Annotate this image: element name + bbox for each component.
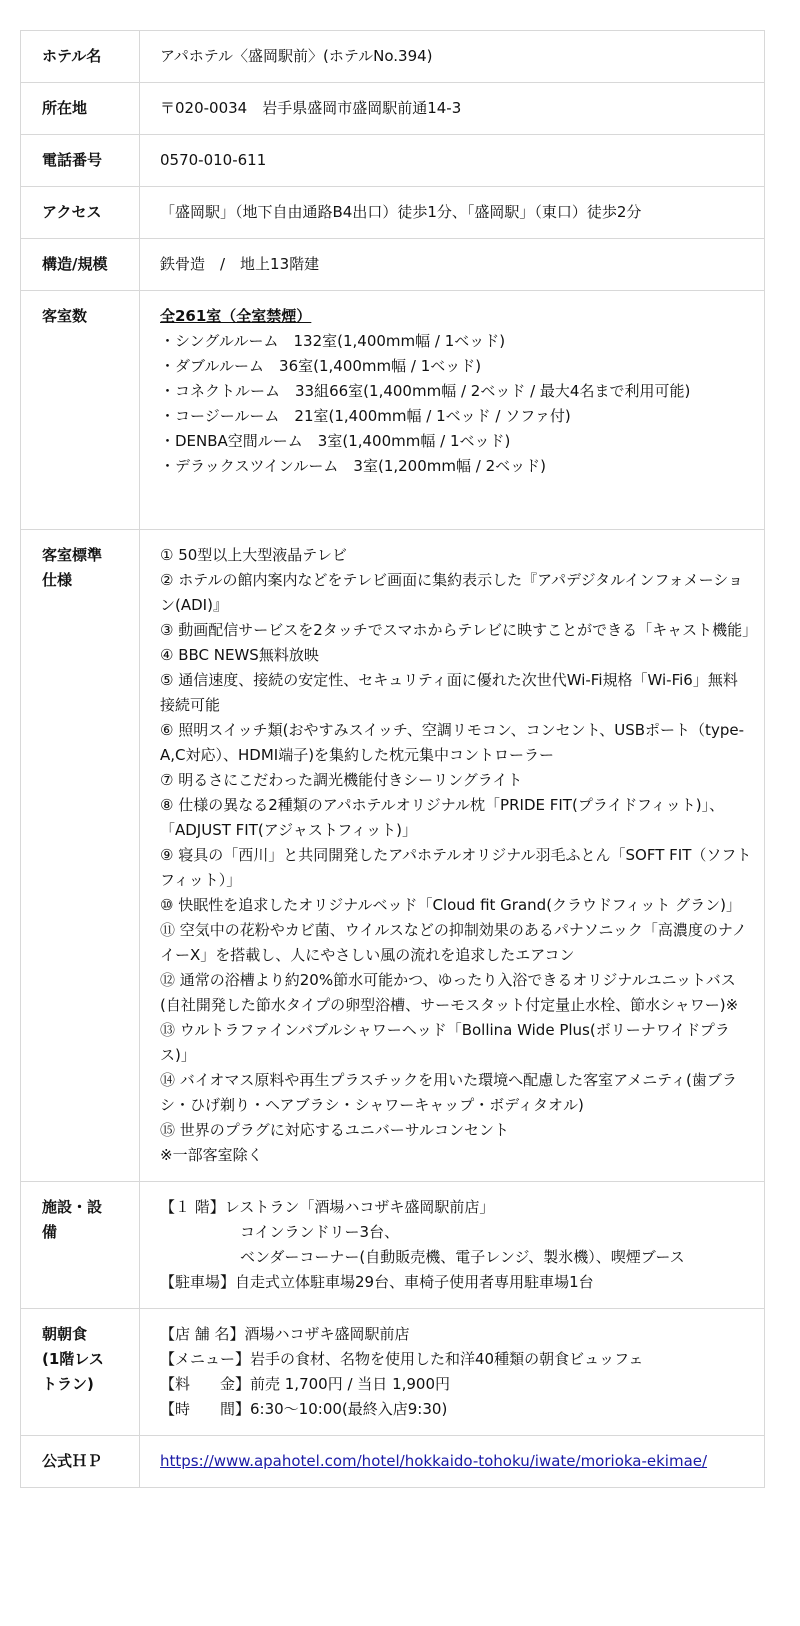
room-type-item: ・DENBA空間ルーム 3室(1,400mm幅 / 1ベッド) xyxy=(160,432,511,450)
room-type-item: ・シングルルーム 132室(1,400mm幅 / 1ベッド) xyxy=(160,332,506,350)
facility-line: 【１ 階】レストラン「酒場ハコザキ盛岡駅前店」 xyxy=(160,1198,495,1216)
spec-item: ② ホテルの館内案内などをテレビ画面に集約表示した『アパデジタルインフォメーション(ADI)』 xyxy=(160,571,743,614)
room-type-item: ・ダブルルーム 36室(1,400mm幅 / 1ベッド) xyxy=(160,357,482,375)
label-breakfast-line: 朝朝食 xyxy=(42,1325,88,1343)
value-hotel-name: アパホテル〈盛岡駅前〉(ホテルNo.394) xyxy=(140,31,765,83)
value-structure: 鉄骨造 / 地上13階建 xyxy=(140,239,765,291)
spec-item: ⑤ 通信速度、接続の安定性、セキュリティ面に優れた次世代Wi-Fi規格「Wi-Fi6」無料接続可能 xyxy=(160,671,738,714)
spec-item: ⑧ 仕様の異なる2種類のアパホテルオリジナル枕「PRIDE FIT(プライドフィット)」、「ADJUST FIT(アジャストフィット)」 xyxy=(160,796,725,839)
facility-line: コインランドリー3台、 xyxy=(240,1223,400,1241)
spec-item: ⑩ 快眠性を追求したオリジナルベッド「Cloud fit Grand(クラウドフィット グラン)」 xyxy=(160,896,742,914)
breakfast-line: 【店 舗 名】酒場ハコザキ盛岡駅前店 xyxy=(160,1325,410,1343)
room-type-item: ・デラックスツインルーム 3室(1,200mm幅 / 2ベッド) xyxy=(160,457,546,475)
label-facilities-line: 備 xyxy=(42,1223,58,1241)
row-access xyxy=(21,187,765,239)
spec-item: ⑭ バイオマス原料や再生プラスチックを用いた環境へ配慮した客室アメニティ(歯ブラシ・ひげ剃り・ヘアブラシ・シャワーキャップ・ボディタオル) xyxy=(160,1071,737,1114)
label-phone: 電話番号 xyxy=(21,135,140,187)
spec-item: ④ BBC NEWS無料放映 xyxy=(160,646,319,664)
spec-note: ※一部客室除く xyxy=(160,1146,263,1164)
row-website xyxy=(21,1436,765,1488)
breakfast-line: 【料 金】前売 1,700円 / 当日 1,900円 xyxy=(160,1375,451,1393)
label-room-specs xyxy=(21,530,140,1182)
row-facilities xyxy=(21,1182,765,1309)
rooms-total: 全261室（全室禁煙） xyxy=(160,307,312,325)
row-structure xyxy=(21,239,765,291)
row-room-specs xyxy=(21,530,765,1182)
spec-item: ⑫ 通常の浴槽より約20%節水可能かつ、ゆったり入浴できるオリジナルユニットバス (自社開発した節水タイプの卵型浴槽、サーモスタット付定量止水栓、節水シャワー)※ xyxy=(160,971,751,1014)
label-breakfast xyxy=(21,1309,140,1436)
official-site-link[interactable]: https://www.apahotel.com/hotel/hokkaido-tohoku/iwate/morioka-ekimae/ xyxy=(160,1452,708,1470)
value-website xyxy=(140,1436,765,1488)
label-structure: 構造/規模 xyxy=(21,239,140,291)
value-address: 〒020-0034 岩手県盛岡市盛岡駅前通14-3 xyxy=(140,83,765,135)
hotel-info-table xyxy=(20,30,765,1488)
spec-item: ⑪ 空気中の花粉やカビ菌、ウイルスなどの抑制効果のあるパナソニック「高濃度のナノイーX」を搭載し、人にやさしい風の流れを追求したエアコン xyxy=(160,921,747,964)
row-rooms xyxy=(21,291,765,530)
label-facilities xyxy=(21,1182,140,1309)
label-website: 公式ＨＰ xyxy=(21,1436,140,1488)
breakfast-line: 【時 間】6:30～10:00(最終入店9:30) xyxy=(160,1400,448,1418)
spec-item: ⑦ 明るさにこだわった調光機能付きシーリングライト xyxy=(160,771,523,789)
spec-item: ⑨ 寝具の「西川」と共同開発したアパホテルオリジナル羽毛ふとん「SOFT FIT（ソフトフィット）」 xyxy=(160,846,752,889)
label-access: アクセス xyxy=(21,187,140,239)
value-phone: 0570-010-611 xyxy=(140,135,765,187)
value-access: 「盛岡駅」（地下自由通路B4出口）徒歩1分、「盛岡駅」（東口）徒歩2分 xyxy=(140,187,765,239)
spec-item: ⑥ 照明スイッチ類(おやすみスイッチ、空調リモコン、コンセント、USBポート（type-A,C対応）、HDMI端子)を集約した枕元集中コントローラー xyxy=(160,721,744,764)
label-rooms: 客室数 xyxy=(21,291,140,530)
label-room-specs-line: 客室標準 xyxy=(42,546,103,564)
label-room-specs-line: 仕様 xyxy=(42,571,73,589)
label-facilities-line: 施設・設 xyxy=(42,1198,103,1216)
row-address xyxy=(21,83,765,135)
label-hotel-name: ホテル名 xyxy=(21,31,140,83)
value-rooms xyxy=(140,291,765,530)
label-address: 所在地 xyxy=(21,83,140,135)
row-hotel-name xyxy=(21,31,765,83)
value-facilities xyxy=(140,1182,765,1309)
spec-item: ① 50型以上大型液晶テレビ xyxy=(160,546,348,564)
label-breakfast-line: (1階レス xyxy=(42,1350,104,1368)
value-breakfast xyxy=(140,1309,765,1436)
facility-line: ベンダーコーナー(自動販売機、電子レンジ、製氷機）、喫煙ブース xyxy=(240,1248,685,1266)
row-phone xyxy=(21,135,765,187)
row-breakfast xyxy=(21,1309,765,1436)
room-type-item: ・コージールーム 21室(1,400mm幅 / 1ベッド / ソファ付) xyxy=(160,407,571,425)
facility-line: 【駐車場】自走式立体駐車場29台、車椅子使用者専用駐車場1台 xyxy=(160,1273,594,1291)
spec-item: ⑮ 世界のプラグに対応するユニバーサルコンセント xyxy=(160,1121,510,1139)
label-breakfast-line: トラン) xyxy=(42,1375,94,1393)
breakfast-line: 【メニュー】岩手の食材、名物を使用した和洋40種類の朝食ビュッフェ xyxy=(160,1350,644,1368)
room-type-item: ・コネクトルーム 33組66室(1,400mm幅 / 2ベッド / 最大4名まで利用可能) xyxy=(160,382,691,400)
spec-item: ③ 動画配信サービスを2タッチでスマホからテレビに映すことができる「キャスト機能」 xyxy=(160,621,758,639)
value-room-specs xyxy=(140,530,765,1182)
spec-item: ⑬ ウルトラファインバブルシャワーヘッド「Bollina Wide Plus(ボリーナワイドプラス)」 xyxy=(160,1021,730,1064)
